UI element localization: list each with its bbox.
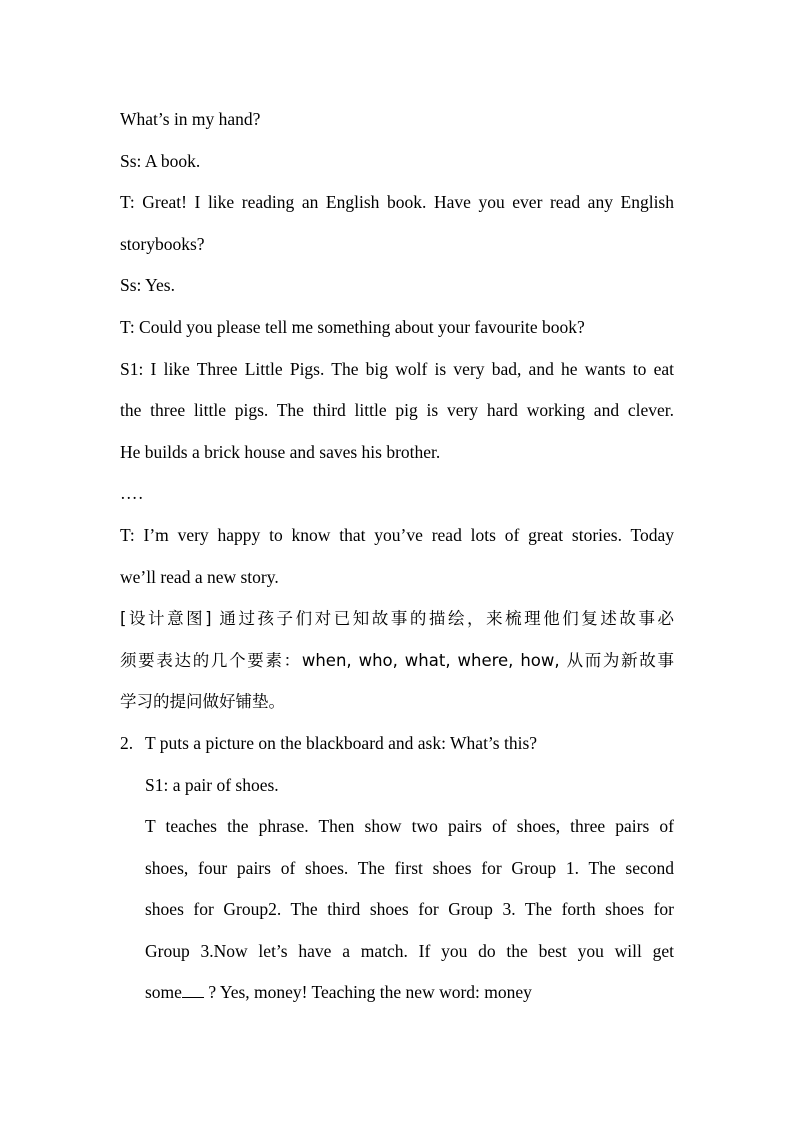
text-line: T teaches the phrase. Then show two pairs of shoes, three pairs of	[145, 816, 674, 837]
text-after-blank: ? Yes, money! Teaching the new word: money	[203, 982, 532, 1003]
text-before-blank: some	[145, 982, 182, 1003]
text-line-with-blank	[145, 972, 674, 1014]
text-line: What’s in my hand?	[120, 109, 261, 129]
text-line: the three little pigs. The third little pig is very hard working and clever.	[120, 400, 674, 421]
text-line: Ss: Yes.	[120, 275, 175, 296]
design-note-line: [设计意图] 通过孩子们对已知故事的描绘，来梳理他们复述故事必	[120, 609, 674, 629]
text-line: T: Great! I like reading an English book. Have you ever read any English	[120, 192, 674, 213]
text-line: we’ll read a new story.	[120, 566, 279, 587]
list-item-body	[120, 723, 674, 1014]
text-line: T puts a picture on the blackboard and ask: What’s this?	[145, 732, 538, 753]
text-line: shoes for Group2. The third shoes for Group 3. The forth shoes for	[145, 899, 674, 920]
text-line: S1: I like Three Little Pigs. The big wolf is very bad, and he wants to eat	[120, 358, 674, 379]
text-line: S1: a pair of shoes.	[145, 774, 279, 795]
list-number: 2.	[120, 732, 134, 753]
design-note-line: 须要表达的几个要素：when, who, what, where, how, 从而为新故事	[120, 650, 674, 670]
design-note-line: 学习的提问做好铺垫。	[120, 692, 285, 712]
text-line: storybooks?	[120, 233, 205, 254]
text-line: He builds a brick house and saves his brother.	[120, 441, 441, 462]
ellipsis-line: ….	[120, 483, 144, 504]
text-line: T: I’m very happy to know that you’ve read lots of great stories. Today	[120, 524, 674, 545]
text-line: Ss: A book.	[120, 150, 201, 171]
document-body	[120, 99, 674, 1014]
text-line: Group 3.Now let’s have a match. If you do the best you will get	[145, 940, 674, 961]
text-line: T: Could you please tell me something about your favourite book?	[120, 316, 585, 337]
text-line: shoes, four pairs of shoes. The first shoes for Group 1. The second	[145, 857, 674, 878]
list-item-2	[120, 723, 674, 1014]
fill-in-blank	[182, 983, 204, 998]
